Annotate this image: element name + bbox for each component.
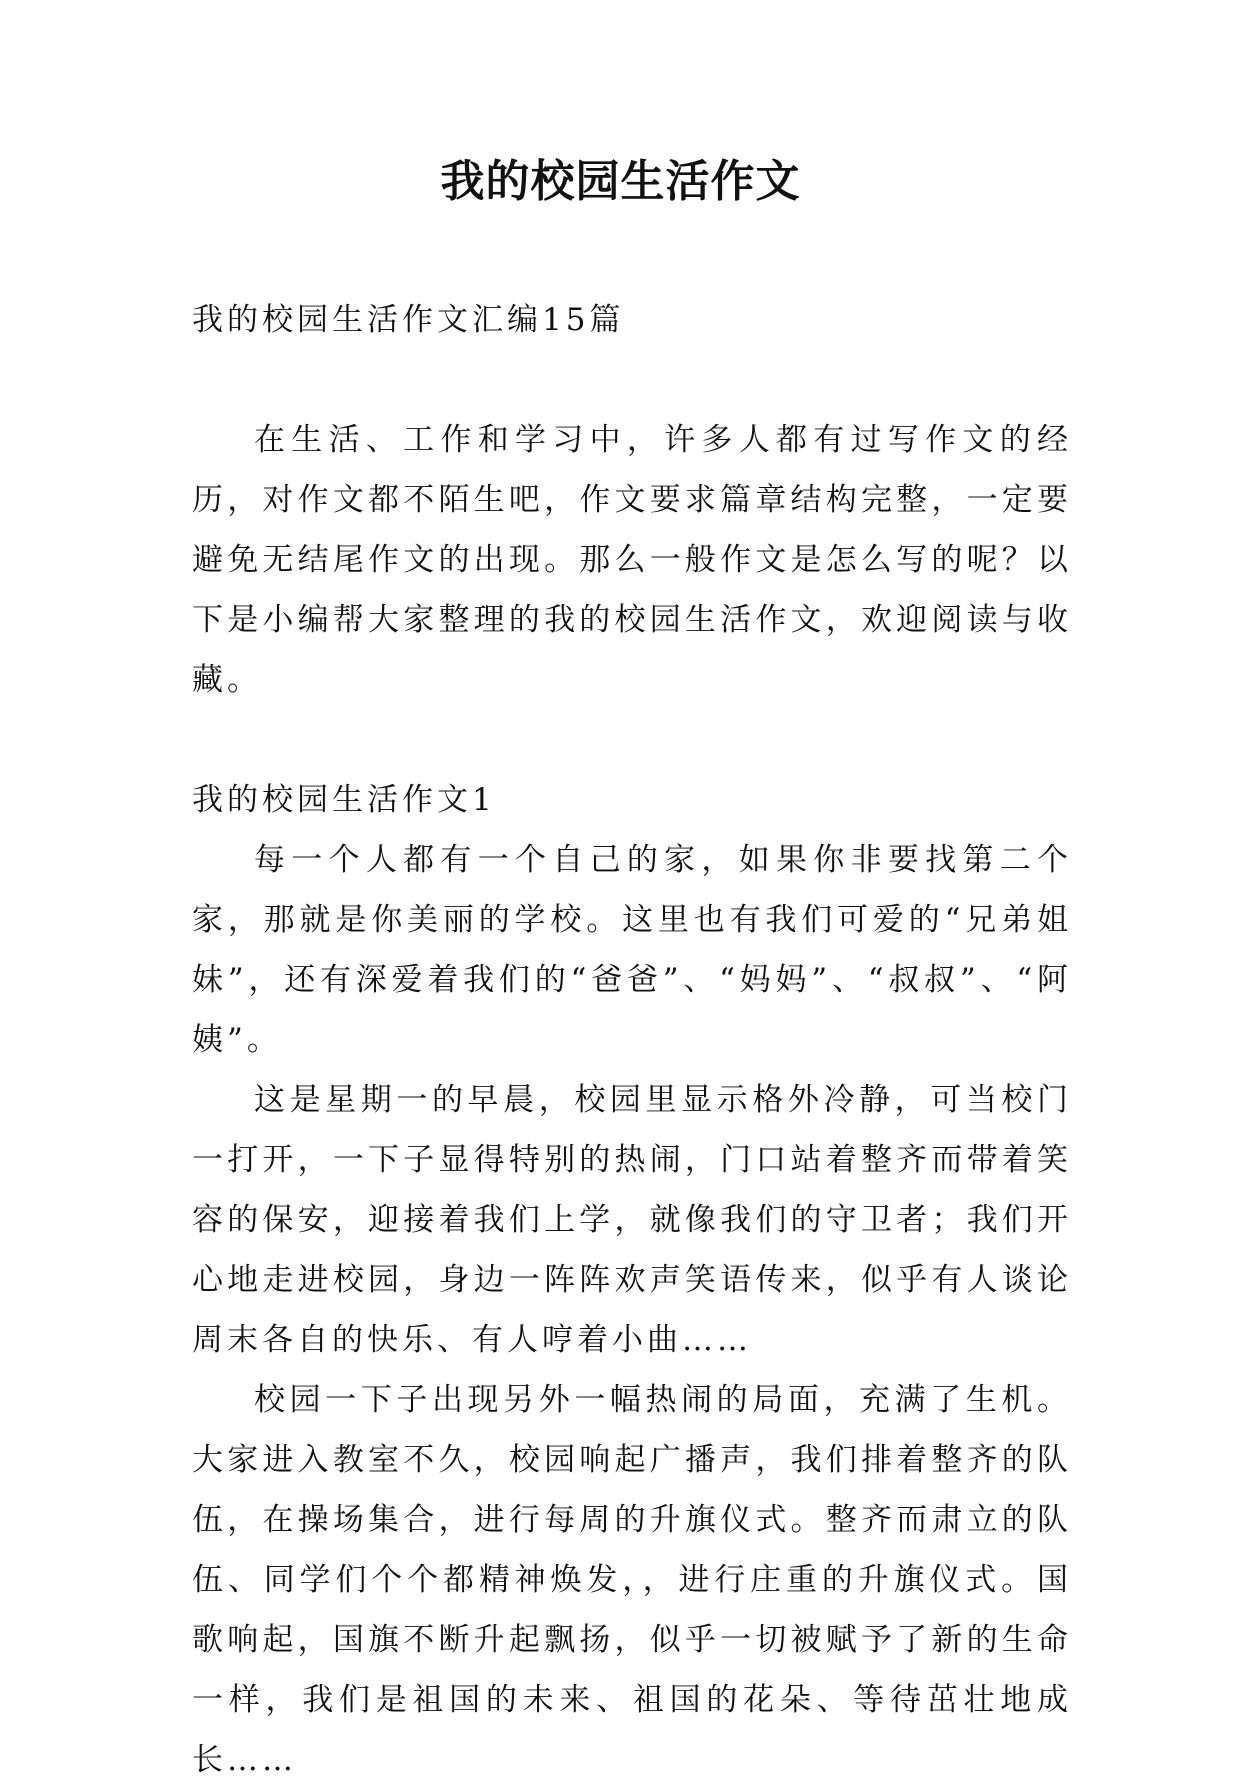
document-title: 我的校园生活作文 (440, 156, 801, 207)
body-paragraph-2: 这是星期一的早晨，校园里显示格外冷静，可当校门一打开，一下子显得特别的热闹，门口站着整齐而带着笑容的保安，迎接着我们上学，就像我们的守卫者；我们开心地走进校园，身边一阵阵欢声笑语传来，似乎有人谈论周末各自的快乐、有人哼着小曲…… (192, 1082, 1072, 1358)
body-paragraph-3: 校园一下子出现另外一幅热闹的局面，充满了生机。大家进入教室不久，校园响起广播声，我们排着整齐的队伍，在操场集合，进行每周的升旗仪式。整齐而肃立的队伍、同学们个个都精神焕发，，进行庄重的升旗仪式。国歌响起，国旗不断升起飘扬，似乎一切被赋予了新的生命一样，我们是祖国的未来、祖国的花朵、等待茁壮地成长…… (192, 1382, 1072, 1778)
document-subtitle: 我的校园生活作文汇编15篇 (192, 302, 625, 338)
body-paragraph-1: 每一个人都有一个自己的家，如果你非要找第二个家，那就是你美丽的学校。这里也有我们可爱的“兄弟姐妹”，还有深爱着我们的“爸爸”、“妈妈”、“叔叔”、“阿姨”。 (192, 842, 1072, 1058)
document-body (192, 290, 1072, 1790)
intro-paragraph: 在生活、工作和学习中，许多人都有过写作文的经历，对作文都不陌生吧，作文要求篇章结构完整，一定要避免无结尾作文的出现。那么一般作文是怎么写的呢？以下是小编帮大家整理的我的校园生活作文，欢迎阅读与收藏。 (192, 422, 1072, 698)
section-heading: 我的校园生活作文1 (192, 782, 496, 818)
